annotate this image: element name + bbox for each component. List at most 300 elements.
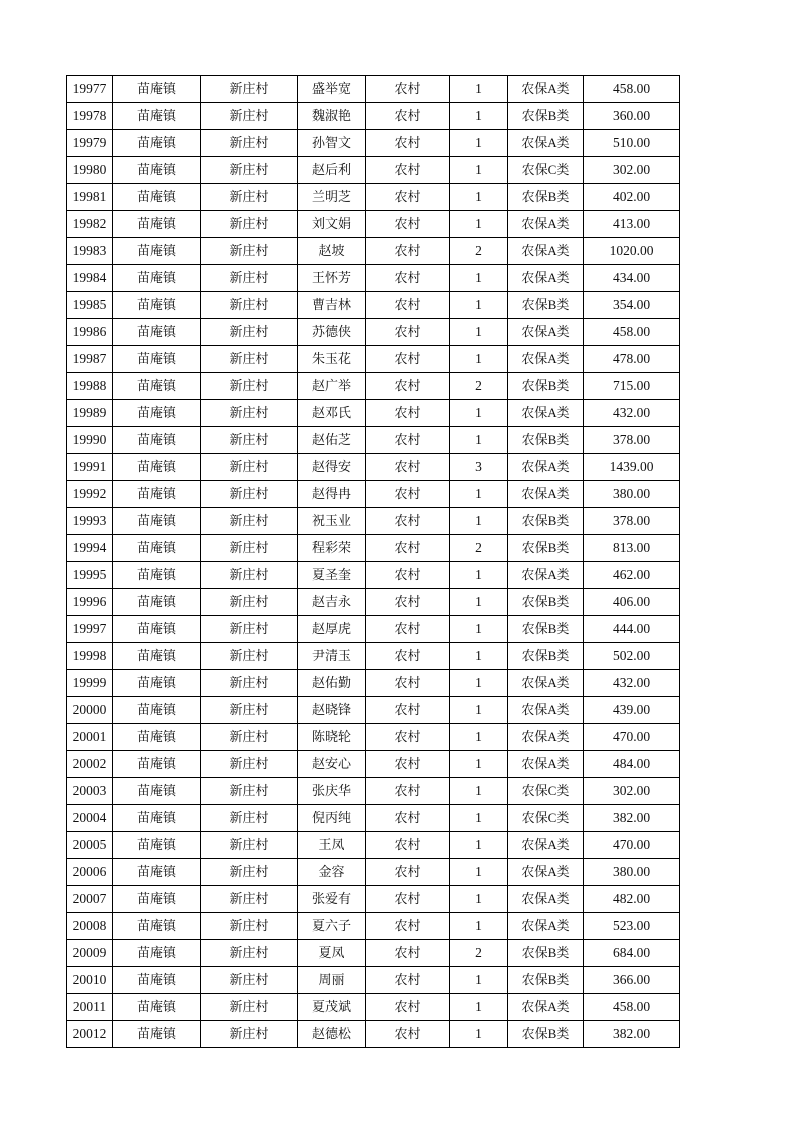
- table-row: [67, 967, 680, 994]
- category: 农村: [366, 643, 450, 670]
- table-row: [67, 1021, 680, 1048]
- table-row: [67, 184, 680, 211]
- insurance-type: 农保A类: [508, 859, 584, 886]
- person-name: 赵厚虎: [298, 616, 366, 643]
- village: 新庄村: [201, 130, 298, 157]
- record-id: 19990: [67, 427, 113, 454]
- town: 苗庵镇: [113, 76, 201, 103]
- person-name: 魏淑艳: [298, 103, 366, 130]
- insurance-type: 农保B类: [508, 427, 584, 454]
- category: 农村: [366, 508, 450, 535]
- town: 苗庵镇: [113, 616, 201, 643]
- table-row: [67, 238, 680, 265]
- village: 新庄村: [201, 859, 298, 886]
- town: 苗庵镇: [113, 211, 201, 238]
- record-id: 19987: [67, 346, 113, 373]
- category: 农村: [366, 481, 450, 508]
- person-name: 金容: [298, 859, 366, 886]
- table-row: [67, 805, 680, 832]
- amount: 523.00: [584, 913, 680, 940]
- village: 新庄村: [201, 103, 298, 130]
- village: 新庄村: [201, 751, 298, 778]
- village: 新庄村: [201, 562, 298, 589]
- village: 新庄村: [201, 589, 298, 616]
- person-name: 祝玉业: [298, 508, 366, 535]
- town: 苗庵镇: [113, 697, 201, 724]
- category: 农村: [366, 238, 450, 265]
- record-id: 19997: [67, 616, 113, 643]
- amount: 302.00: [584, 157, 680, 184]
- amount: 360.00: [584, 103, 680, 130]
- village: 新庄村: [201, 481, 298, 508]
- town: 苗庵镇: [113, 751, 201, 778]
- person-name: 赵坡: [298, 238, 366, 265]
- insurance-type: 农保B类: [508, 589, 584, 616]
- table-row: [67, 724, 680, 751]
- table-row: [67, 859, 680, 886]
- category: 农村: [366, 319, 450, 346]
- table-row: [67, 535, 680, 562]
- person-count: 1: [450, 778, 508, 805]
- amount: 458.00: [584, 76, 680, 103]
- person-count: 1: [450, 319, 508, 346]
- insurance-type: 农保C类: [508, 157, 584, 184]
- table-row: [67, 157, 680, 184]
- village: 新庄村: [201, 805, 298, 832]
- table-row: [67, 292, 680, 319]
- table-row: [67, 76, 680, 103]
- person-name: 赵吉永: [298, 589, 366, 616]
- village: 新庄村: [201, 832, 298, 859]
- town: 苗庵镇: [113, 778, 201, 805]
- person-count: 1: [450, 751, 508, 778]
- category: 农村: [366, 697, 450, 724]
- record-id: 19988: [67, 373, 113, 400]
- table-row: [67, 427, 680, 454]
- village: 新庄村: [201, 1021, 298, 1048]
- village: 新庄村: [201, 427, 298, 454]
- record-id: 19986: [67, 319, 113, 346]
- village: 新庄村: [201, 184, 298, 211]
- record-id: 19979: [67, 130, 113, 157]
- record-id: 20006: [67, 859, 113, 886]
- category: 农村: [366, 913, 450, 940]
- category: 农村: [366, 1021, 450, 1048]
- town: 苗庵镇: [113, 562, 201, 589]
- village: 新庄村: [201, 265, 298, 292]
- person-count: 1: [450, 562, 508, 589]
- amount: 684.00: [584, 940, 680, 967]
- record-id: 20001: [67, 724, 113, 751]
- table-row: [67, 751, 680, 778]
- person-name: 赵得安: [298, 454, 366, 481]
- person-count: 2: [450, 373, 508, 400]
- record-id: 19983: [67, 238, 113, 265]
- insurance-type: 农保B类: [508, 373, 584, 400]
- record-id: 20009: [67, 940, 113, 967]
- amount: 715.00: [584, 373, 680, 400]
- table-row: [67, 211, 680, 238]
- person-count: 1: [450, 184, 508, 211]
- category: 农村: [366, 373, 450, 400]
- table-row: [67, 103, 680, 130]
- record-id: 19992: [67, 481, 113, 508]
- village: 新庄村: [201, 670, 298, 697]
- category: 农村: [366, 292, 450, 319]
- insurance-type: 农保B类: [508, 940, 584, 967]
- person-count: 1: [450, 913, 508, 940]
- person-name: 程彩荣: [298, 535, 366, 562]
- table-row: [67, 886, 680, 913]
- amount: 413.00: [584, 211, 680, 238]
- person-name: 赵佑芝: [298, 427, 366, 454]
- town: 苗庵镇: [113, 184, 201, 211]
- category: 农村: [366, 778, 450, 805]
- village: 新庄村: [201, 400, 298, 427]
- category: 农村: [366, 157, 450, 184]
- insurance-type: 农保C类: [508, 778, 584, 805]
- table-row: [67, 130, 680, 157]
- person-name: 刘文娟: [298, 211, 366, 238]
- town: 苗庵镇: [113, 940, 201, 967]
- insurance-type: 农保A类: [508, 832, 584, 859]
- village: 新庄村: [201, 778, 298, 805]
- amount: 354.00: [584, 292, 680, 319]
- person-count: 1: [450, 697, 508, 724]
- table-row: [67, 697, 680, 724]
- category: 农村: [366, 940, 450, 967]
- insurance-type: 农保A类: [508, 751, 584, 778]
- person-count: 1: [450, 994, 508, 1021]
- amount: 432.00: [584, 400, 680, 427]
- person-count: 1: [450, 643, 508, 670]
- village: 新庄村: [201, 454, 298, 481]
- person-name: 曹吉林: [298, 292, 366, 319]
- insurance-type: 农保A类: [508, 886, 584, 913]
- insurance-type: 农保A类: [508, 130, 584, 157]
- village: 新庄村: [201, 940, 298, 967]
- amount: 462.00: [584, 562, 680, 589]
- category: 农村: [366, 265, 450, 292]
- table-row: [67, 319, 680, 346]
- person-name: 孙智文: [298, 130, 366, 157]
- table-row: [67, 346, 680, 373]
- table-row: [67, 400, 680, 427]
- category: 农村: [366, 427, 450, 454]
- person-name: 赵德松: [298, 1021, 366, 1048]
- category: 农村: [366, 832, 450, 859]
- amount: 302.00: [584, 778, 680, 805]
- town: 苗庵镇: [113, 994, 201, 1021]
- amount: 439.00: [584, 697, 680, 724]
- person-count: 1: [450, 832, 508, 859]
- person-count: 1: [450, 1021, 508, 1048]
- town: 苗庵镇: [113, 238, 201, 265]
- person-count: 1: [450, 508, 508, 535]
- insurance-type: 农保A类: [508, 670, 584, 697]
- person-name: 张爱有: [298, 886, 366, 913]
- person-name: 夏茂斌: [298, 994, 366, 1021]
- person-count: 1: [450, 724, 508, 751]
- table-row: [67, 616, 680, 643]
- village: 新庄村: [201, 319, 298, 346]
- town: 苗庵镇: [113, 373, 201, 400]
- table-row: [67, 481, 680, 508]
- person-count: 1: [450, 292, 508, 319]
- amount: 406.00: [584, 589, 680, 616]
- person-name: 夏六子: [298, 913, 366, 940]
- record-id: 19999: [67, 670, 113, 697]
- town: 苗庵镇: [113, 967, 201, 994]
- village: 新庄村: [201, 157, 298, 184]
- table-row: [67, 670, 680, 697]
- person-count: 2: [450, 940, 508, 967]
- records-table-body: [67, 76, 680, 1048]
- person-name: 赵后利: [298, 157, 366, 184]
- table-row: [67, 994, 680, 1021]
- town: 苗庵镇: [113, 913, 201, 940]
- insurance-type: 农保A类: [508, 724, 584, 751]
- person-count: 1: [450, 211, 508, 238]
- amount: 478.00: [584, 346, 680, 373]
- insurance-type: 农保B类: [508, 616, 584, 643]
- town: 苗庵镇: [113, 859, 201, 886]
- person-name: 朱玉花: [298, 346, 366, 373]
- category: 农村: [366, 805, 450, 832]
- village: 新庄村: [201, 697, 298, 724]
- insurance-type: 农保A类: [508, 346, 584, 373]
- record-id: 20008: [67, 913, 113, 940]
- records-table: [66, 75, 680, 1048]
- insurance-type: 农保A类: [508, 400, 584, 427]
- category: 农村: [366, 130, 450, 157]
- village: 新庄村: [201, 508, 298, 535]
- insurance-type: 农保B类: [508, 1021, 584, 1048]
- town: 苗庵镇: [113, 319, 201, 346]
- table-row: [67, 454, 680, 481]
- village: 新庄村: [201, 76, 298, 103]
- person-name: 赵佑勤: [298, 670, 366, 697]
- person-count: 1: [450, 400, 508, 427]
- record-id: 19998: [67, 643, 113, 670]
- village: 新庄村: [201, 238, 298, 265]
- person-count: 1: [450, 967, 508, 994]
- town: 苗庵镇: [113, 157, 201, 184]
- town: 苗庵镇: [113, 481, 201, 508]
- person-name: 兰明芝: [298, 184, 366, 211]
- record-id: 20007: [67, 886, 113, 913]
- person-count: 1: [450, 805, 508, 832]
- record-id: 19985: [67, 292, 113, 319]
- insurance-type: 农保A类: [508, 238, 584, 265]
- table-row: [67, 913, 680, 940]
- record-id: 20000: [67, 697, 113, 724]
- record-id: 20004: [67, 805, 113, 832]
- insurance-type: 农保A类: [508, 913, 584, 940]
- amount: 378.00: [584, 427, 680, 454]
- table-row: [67, 832, 680, 859]
- person-count: 1: [450, 76, 508, 103]
- person-name: 苏德侠: [298, 319, 366, 346]
- table-row: [67, 265, 680, 292]
- person-count: 1: [450, 589, 508, 616]
- person-count: 1: [450, 130, 508, 157]
- town: 苗庵镇: [113, 589, 201, 616]
- person-count: 1: [450, 886, 508, 913]
- table-row: [67, 562, 680, 589]
- person-count: 1: [450, 157, 508, 184]
- amount: 402.00: [584, 184, 680, 211]
- village: 新庄村: [201, 211, 298, 238]
- person-name: 赵邓氏: [298, 400, 366, 427]
- person-name: 赵得冉: [298, 481, 366, 508]
- record-id: 19993: [67, 508, 113, 535]
- insurance-type: 农保A类: [508, 319, 584, 346]
- record-id: 19989: [67, 400, 113, 427]
- town: 苗庵镇: [113, 292, 201, 319]
- table-row: [67, 940, 680, 967]
- insurance-type: 农保B类: [508, 508, 584, 535]
- person-name: 陈晓轮: [298, 724, 366, 751]
- person-count: 1: [450, 265, 508, 292]
- category: 农村: [366, 859, 450, 886]
- amount: 484.00: [584, 751, 680, 778]
- village: 新庄村: [201, 535, 298, 562]
- town: 苗庵镇: [113, 1021, 201, 1048]
- person-name: 夏凤: [298, 940, 366, 967]
- town: 苗庵镇: [113, 427, 201, 454]
- insurance-type: 农保A类: [508, 562, 584, 589]
- category: 农村: [366, 103, 450, 130]
- village: 新庄村: [201, 373, 298, 400]
- record-id: 19980: [67, 157, 113, 184]
- town: 苗庵镇: [113, 670, 201, 697]
- table-row: [67, 589, 680, 616]
- town: 苗庵镇: [113, 400, 201, 427]
- village: 新庄村: [201, 346, 298, 373]
- category: 农村: [366, 967, 450, 994]
- category: 农村: [366, 670, 450, 697]
- amount: 382.00: [584, 805, 680, 832]
- table-row: [67, 643, 680, 670]
- village: 新庄村: [201, 292, 298, 319]
- person-name: 赵安心: [298, 751, 366, 778]
- insurance-type: 农保B类: [508, 535, 584, 562]
- record-id: 20010: [67, 967, 113, 994]
- category: 农村: [366, 535, 450, 562]
- amount: 502.00: [584, 643, 680, 670]
- amount: 382.00: [584, 1021, 680, 1048]
- category: 农村: [366, 562, 450, 589]
- person-count: 2: [450, 238, 508, 265]
- insurance-type: 农保C类: [508, 805, 584, 832]
- insurance-type: 农保A类: [508, 481, 584, 508]
- village: 新庄村: [201, 886, 298, 913]
- insurance-type: 农保B类: [508, 967, 584, 994]
- category: 农村: [366, 76, 450, 103]
- category: 农村: [366, 886, 450, 913]
- person-name: 张庆华: [298, 778, 366, 805]
- amount: 470.00: [584, 832, 680, 859]
- person-name: 尹清玉: [298, 643, 366, 670]
- town: 苗庵镇: [113, 643, 201, 670]
- village: 新庄村: [201, 994, 298, 1021]
- category: 农村: [366, 346, 450, 373]
- amount: 432.00: [584, 670, 680, 697]
- person-name: 王怀芳: [298, 265, 366, 292]
- record-id: 20003: [67, 778, 113, 805]
- town: 苗庵镇: [113, 886, 201, 913]
- amount: 434.00: [584, 265, 680, 292]
- category: 农村: [366, 400, 450, 427]
- insurance-type: 农保A类: [508, 697, 584, 724]
- insurance-type: 农保A类: [508, 76, 584, 103]
- village: 新庄村: [201, 967, 298, 994]
- town: 苗庵镇: [113, 130, 201, 157]
- person-count: 1: [450, 346, 508, 373]
- town: 苗庵镇: [113, 724, 201, 751]
- record-id: 20011: [67, 994, 113, 1021]
- category: 农村: [366, 724, 450, 751]
- town: 苗庵镇: [113, 103, 201, 130]
- amount: 1439.00: [584, 454, 680, 481]
- category: 农村: [366, 184, 450, 211]
- person-name: 周丽: [298, 967, 366, 994]
- amount: 380.00: [584, 859, 680, 886]
- category: 农村: [366, 589, 450, 616]
- record-id: 19991: [67, 454, 113, 481]
- town: 苗庵镇: [113, 454, 201, 481]
- amount: 1020.00: [584, 238, 680, 265]
- record-id: 19994: [67, 535, 113, 562]
- category: 农村: [366, 994, 450, 1021]
- person-count: 1: [450, 103, 508, 130]
- person-name: 盛举宽: [298, 76, 366, 103]
- category: 农村: [366, 616, 450, 643]
- town: 苗庵镇: [113, 805, 201, 832]
- record-id: 19995: [67, 562, 113, 589]
- record-id: 19982: [67, 211, 113, 238]
- town: 苗庵镇: [113, 535, 201, 562]
- amount: 380.00: [584, 481, 680, 508]
- town: 苗庵镇: [113, 346, 201, 373]
- insurance-type: 农保A类: [508, 211, 584, 238]
- record-id: 19977: [67, 76, 113, 103]
- village: 新庄村: [201, 643, 298, 670]
- village: 新庄村: [201, 724, 298, 751]
- amount: 444.00: [584, 616, 680, 643]
- record-id: 20012: [67, 1021, 113, 1048]
- amount: 482.00: [584, 886, 680, 913]
- table-row: [67, 508, 680, 535]
- table-row: [67, 778, 680, 805]
- person-name: 赵广举: [298, 373, 366, 400]
- insurance-type: 农保B类: [508, 103, 584, 130]
- category: 农村: [366, 211, 450, 238]
- person-count: 3: [450, 454, 508, 481]
- town: 苗庵镇: [113, 265, 201, 292]
- insurance-type: 农保A类: [508, 265, 584, 292]
- amount: 510.00: [584, 130, 680, 157]
- town: 苗庵镇: [113, 832, 201, 859]
- village: 新庄村: [201, 616, 298, 643]
- town: 苗庵镇: [113, 508, 201, 535]
- person-name: 倪丙纯: [298, 805, 366, 832]
- amount: 813.00: [584, 535, 680, 562]
- insurance-type: 农保A类: [508, 454, 584, 481]
- record-id: 19984: [67, 265, 113, 292]
- insurance-type: 农保B类: [508, 184, 584, 211]
